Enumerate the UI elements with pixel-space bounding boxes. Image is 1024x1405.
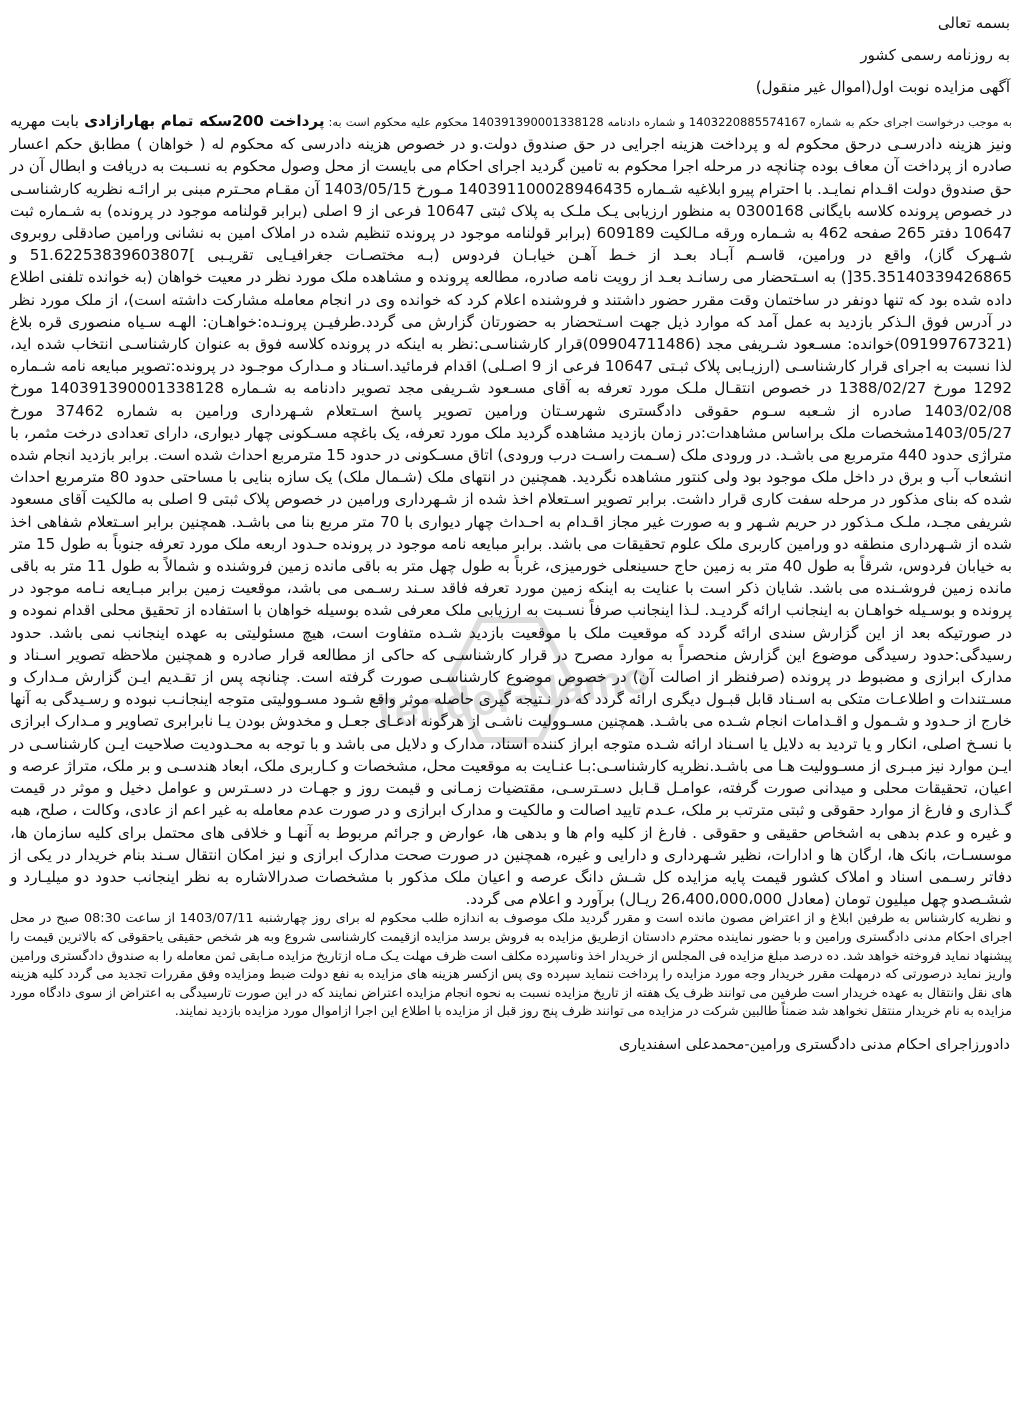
notice-intro: به موجب درخواست اجرای حکم به شماره 1403220885574167 و شماره دادنامه 140391390001338128 محکوم علیه محکوم است به: xyxy=(324,115,1013,129)
watermark-text: Tender-Namo xyxy=(367,652,653,741)
heading-notice-title: آگهی مزایده نوبت اول(اموال غیر منقول) xyxy=(755,78,1010,96)
notice-page xyxy=(8,6,1014,1400)
notice-main-paragraph: بابت مهریه ونیز هزینه دادرسـی درحق محکوم له و پرداخت هزینه اجرایی در حق صندوق دولت.و در خصوص هزینه دادرسی که محکوم له ( خواهان ) مطابق حکم اعسار صادره از پرداخت آن معاف بوده چنانچه در مرحله اجرا محکوم به تامین گردید اجرای احکام می بایست از محل وصول محکوم به نسـبت به دریافت و ابطال آن در حق صندوق دولت اقـدام نمایـد. با احترام پیرو ابلاغیه شـماره 140391100028946435 مـورخ 1403/05/15 آن مقـام محـترم مبنی بر ارائـه نظریه کارشناسـی در خصوص پرونده کلاسه بایگانی 0300168 به منظور ارزیابی یـک ملـک به پلاک ثبتی 10647 فرعی از 9 اصلی (برابر قولنامه موجود در پرونده) به شـماره ثبت 10647 دفتر 265 صفحه 462 به شـماره ورقه مـالکیت 609189 (برابر قولنامه موجود در پرونده تنظیم شده در املاک امین به نشانی ورامین صادقلی روبروی شـهرک گاز)، واقع در ورامین، قاسـم آبـاد بعـد از خـط آهـن خیابـان فردوس (بـه مختصـات جغرافیـایی تقریـبی ]51.62253839603807 و 35.35140339426865[) به اسـتحضار می رسانـد بعـد از رویت نامه صادره، مطالعه پرونده و مشاهده ملک مورد نظر در معیت خواهان (به خوانده تلفنی اطلاع داده شده بود که تنها دونفر در ساختمان وقت مقرر حضور داشتند و فروشنده اعلام کرد که خوانده وی در انجام معامله مشارکت داشته است)، از ملک مورد نظر در آدرس فوق الـذکر بازدید به عمل آمد که موارد ذیل جهت اسـتحضار به حضورتان گزارش می گردد.طرفیـن پرونـده:خواهـان: الهـه سـیاه منصوری قره بلاغ (09199767321)خوانده: مسـعود شـریفی مجد (09904711486)قرار کارشناسـی:نظر به اینکه در پرونده کلاسه فوق به عنوان کارشناسـی انتخاب شده اید، لذا نسبت به اجرای قرار کارشناسـی (ارزیـابی پلاک ثبـتی 10647 فرعی از 9 اصـلی) اقدام فرمائید.اسـناد و مـدارک موجـود در پرونده:تصویر مبایعه نامه شـماره 1292 مورخ 1388/02/27 در خصوص انتقـال ملـک مورد تعرفه به آقای مسـعود شـریفی مجد تصویر دادنامه به شـماره 140391390001338128 مورخ 1403/02/08 صادره از شـعبه سـوم حقوقی دادگستری شهرسـتان ورامین تصویر پاسخ اسـتعلام شـهرداری ورامین به شماره 37462 مورخ 1403/05/27مشخصات ملک براساس مشاهدات:در زمان بازدید مشاهده گردید ملک مورد تعرفه، یک باغچه مسـکونی چهار دیواری، دارای تعدادی درخت مثمر، با متراژی حدود 440 مترمربع می باشـد. در ورودی ملک (سـمت راسـت درب ورودی) اتاق مسـکونی در حدود 15 مترمربع احداث شده است. برابر بازدید انجام شده انشعاب آب و برق در داخل ملک موجود بود ولی کنتور مشاهده نگردید. همچنین در انتهای ملک (شـمال ملک) یک سازه بنایی با مساحتی حدود 80 مترمربع احداث شده که بنای مذکور در مرحله سفت کاری قرار داشت. برابر تصویر اسـتعلام اخذ شده از شـهرداری ورامین در خصوص پلاک ثبتی 9 اصلی به مالکیت آقای مسعود شریفی مجـد، ملـک مـذکور در حریم شـهر و به صورت غیر مجاز اقـدام به احـداث چهار دیواری با 70 متر مربع بنا می باشـد. همچنین برابر اسـتعلام شفاهی اخذ شده از شـهرداری منطقه دو ورامین کاربری ملک علوم تحقیقات می باشد. برابر مبایعه نامه موجود در پرونده حـدود اربعه ملک مورد تعرفه جنوباً به طول 15 متر به خیابان فردوس، شرقاً به طول 40 متر به زمین حاج حسینعلی خورمیزی، غرباً به طول چهل متر به باقی مانده زمین فروشنده و شمالاً به طول 11 متر به باقی مانده زمین فروشـنده می باشد. شایان ذکر است با عنایت به اینکه زمین مورد تعرفه فاقد سـند رسـمی می باشد، موقعیت زمین برابر مبـایعه نـامه موجود در پرونده و بوسـیله خواهـان به اینجانب ارائه گردیـد. لـذا اینجانب صرفاً نسـبت به ارزیابی ملک معرفی شده بوسیله خواهان با استفاده از تحقیق محلی اقدام نموده و در صورتیکه بعد از این گزارش سندی ارائه گردد که موقعیت ملک با موقعیت بازدید شـده متفاوت است، هیچ مسئولیتی به عهده اینجانب نمی باشد. حدود رسیدگی:حدود رسیدگی موضوع این گزارش منحصراً به موارد مصرح در قرار کارشناسـی که حاکی از مطالعه قرار صادره و همچنین ملاحظه تصویر اسـناد و مدارک ابرازی و مضبوط در پرونده (صرفنظر از اصالت آن) در خصوص موضوع کارشناسـی صورت گرفته است. چنانچه پس از تقـدیم ایـن گزارش مـدارک و مسـتندات و اطلاعـات متکی به اسـناد قابل قبـول دیگری ارائه گردد که در نـتیجه گیری حاصله موثر واقع شـود مسـوولیتی متوجه اینجانـب نبوده و رسـیدگی به آنها خارج از حـدود و شـمول و اقـدامات انجام شـده می باشـد. همچنین مسـوولیت ناشـی از هرگونه ادعـای جعـل و مخدوش بودن یـا نابرابری تصاویر و مـدارک ابرازی با نسـخ اصلی، انکار و یا تردید به دلایل یا اسـناد ارائه شـده متوجه ابراز کننده اسناد، مدارک و دلایل می باشد و با توجه به محـدودیت صلاحیت ایـن کارشناسـی در ایـن موارد نیز مبـری از مسـوولیت هـا می باشـد.نظریه کارشناسـی:بـا عنـایت به موقعیت محل، مشخصات و کـاربری ملک، ابعاد هندسـی و بر ملک، متراژ عرصه و اعیان، تحقیقات محلی و میدانی صورت گرفته، عوامـل قـابل دسـترسـی، مقتضیات زمـانی و قیمت روز و جهـات در دسـترس و عوامل دخیل و موثر در قیمت گـذاری و فارغ از موارد حقوقی و ثبتی مترتب بر ملک، عـدم تایید اصالت و مالکیت و مدارک ابرازی و در صورت عدم معامله به غیر اعم از عادی، وکالت ، صلح، هبه و غیره و عدم بدهی به اشخاص حقیقی و حقوقی . فارغ از کلیه وام ها و بدهی ها، عوارض و جرائم مربوط به آنهـا و خلافی های محتمل برای کلیه سازمان ها، موسسـات، بانک ها، ارگان ها و ادارات، نظیر شـهرداری و دارایی و غیره، همچنین در صورت صحت مدارک ابرازی و نیز امکان انتقال سـند بنام خریدار در یکی از دفاتر رسـمی اسناد و املاک کشور قیمت پایه مزایده کل شـش دانگ عرصه و اعیان ملک مذکور با مشخصات صدرالاشاره به نظر اینجانب حدود دو میلیـارد و ششـصدو چهل میلیون تومان (معادل 26،400،000،000 ریـال) برآورد و اعلام می گردد. xyxy=(10,112,1013,909)
signature-line: دادورزاجرای احکام مدنی دادگستری ورامین-محمدعلی اسفندیاری xyxy=(618,1036,1010,1053)
notice-lead-amount: پرداخت 200سکه تمام بهارازادی xyxy=(84,112,325,130)
heading-basmala: بسمه تعالی xyxy=(937,14,1010,32)
heading-recipient: به روزنامه رسمی کشور xyxy=(860,46,1010,64)
auction-terms: و نظریه کارشناس به طرفین ابلاغ و از اعتراض مصون مانده است و مقرر گردید ملک موصوف به اندازه طلب محکوم له برای روز چهارشنبه 1403/07/11 از ساعت 08:30 صبح در محل اجرای احکام مدنی دادگستری ورامین و با حضور نماینده محترم دادستان ازطریق مزایده به فروش برسد مزایده ازقیمت کارشناسی شروع وبه هر شخص حقیقی یاحقوقی که بالاترین قیمت را پیشنهاد نماید فروخته خواهد شد. ده درصد مبلغ مزایده فی المجلس از خریدار اخذ وناسپرده مکلف است ظرف مهلت یـک مـاه ازتاریخ مزایده مـابقی ثمن معامله را به صندوق دادگستری ورامین واریز نماید درصورتی که درمهلت مقرر خریدار وجه مورد مزایده را پرداخت ننماید سپرده وی پس ازکسر هزینه های مزایده به نفع دولت ضبط ومزایده وفق مقررات تجدید می گردد کلیه هزینه های نقل وانتقال به عهده خریدار است طرفین می توانند ظرف یک هفته از تاریخ مزایده نسبت به نحوه انجام مزایده اعتراض نمایند که در این صورت تارسیدگی به اعتراض از سوی دادگاه مورد مزایده به نام خریدار منتقل نخواهد شد ضمناً طالبین شرکت در مزایده می توانند ظرف پنج روز قبل از مزایده با اطلاع این اجرا ازاموال مورد مزایده بازدید نمایند. xyxy=(10,911,1012,1020)
notice-body xyxy=(10,110,1012,910)
